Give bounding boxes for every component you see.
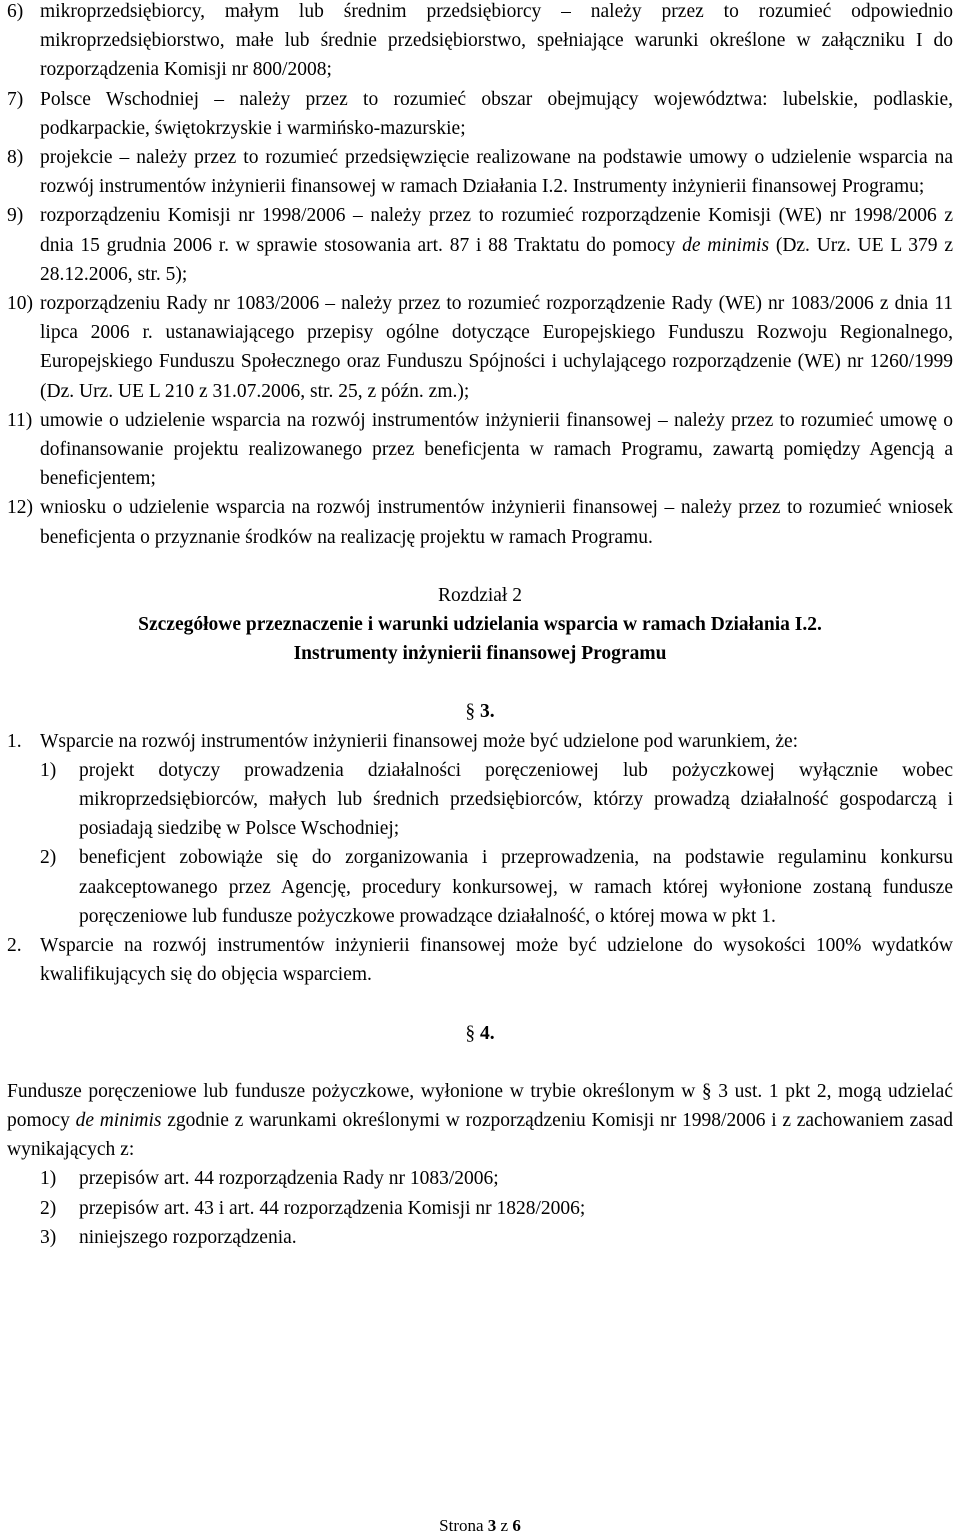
italic-term: de minimis	[75, 1109, 162, 1131]
definition-text: wniosku o udzielenie wsparcia na rozwój instrumentów inżynierii finansowej – należy przez to rozumieć wniosek beneficjenta o przyznanie środków na realizację projektu w ramach Programu.	[40, 497, 953, 548]
subitem	[40, 756, 953, 844]
italic-term: de minimis	[682, 234, 770, 256]
subitem-number: 3)	[40, 1226, 57, 1248]
definition-text: rozporządzeniu Rady nr 1083/2006 – należy przez to rozumieć rozporządzenie Rady (WE) nr 1083/2006 z dnia 11 lipca 2006 r. ustanawiającego przepisy ogólne dotyczące Europejskiego Funduszu Rozwoju Regionalnego, Europejskiego Funduszu Społecznego oraz Funduszu Spójności i uchylającego rozporządzenie (WE) nr 1260/1999 (Dz. Urz. UE L 210 z 31.07.2006, str. 25, z późn. zm.);	[40, 293, 953, 402]
subitem-text: przepisów art. 43 i art. 44 rozporządzenia Komisji nr 1828/2006;	[79, 1197, 586, 1219]
footer-prefix: Strona	[439, 1516, 484, 1535]
paragraph-item	[7, 931, 953, 989]
subitem-number: 1)	[40, 759, 57, 781]
section-sign: §	[465, 1022, 476, 1044]
chapter-title-line-1: Szczegółowe przeznaczenie i warunki udzielania wsparcia w ramach Działania I.2.	[138, 614, 822, 636]
section-sign: §	[465, 701, 476, 723]
subitem	[40, 843, 953, 931]
chapter-title-line-2: Instrumenty inżynierii finansowej Programu	[293, 643, 667, 665]
section-number: 3.	[480, 701, 495, 723]
definition-text	[40, 201, 953, 289]
definition-text: Polsce Wschodniej – należy przez to rozumieć obszar obejmujący województwa: lubelskie, podlaskie, podkarpackie, świętokrzyskie i warmińsko-mazurskie;	[40, 88, 953, 139]
intro-text-part: zgodnie z warunkami określonymi w rozporządzeniu Komisji nr 1998/2006 i z zachowaniem zasad wynikających z:	[7, 1109, 953, 1161]
subitem-number: 1)	[40, 1168, 57, 1190]
footer-total-pages: 6	[512, 1516, 521, 1535]
section-heading-4	[7, 1019, 953, 1048]
paragraph-text: Wsparcie na rozwój instrumentów inżynierii finansowej może być udzielone do wysokości 100% wydatków kwalifikujących się do objęcia wsparciem.	[40, 935, 953, 986]
definition-number: 11)	[7, 409, 33, 431]
footer-of: z	[500, 1516, 509, 1535]
definition-number: 8)	[7, 147, 24, 169]
subitem-text: beneficjent zobowiąże się do zorganizowania i przeprowadzenia, na podstawie regulaminu konkursu zaakceptowanego przez Agencję, procedury konkursowej, w ramach której wyłonione zostaną fundusze poręczeniowe lub fundusze pożyczkowe prowadzące działalność, o której mowa w pkt 1.	[79, 847, 953, 927]
subitem	[40, 1194, 953, 1223]
subitem	[40, 1223, 953, 1252]
document-page	[7, 0, 953, 1252]
chapter-label: Rozdział 2	[438, 584, 522, 606]
definition-number: 7)	[7, 88, 24, 110]
definition-text: mikroprzedsiębiorcy, małym lub średnim przedsiębiorcy – należy przez to rozumieć odpowiednio mikroprzedsiębiorstwo, małe lub średnie przedsiębiorstwo, spełniające warunki określone w załączniku I do rozporządzenia Komisji nr 800/2008;	[40, 1, 953, 81]
subitem-text: przepisów art. 44 rozporządzenia Rady nr 1083/2006;	[79, 1168, 499, 1190]
definition-item	[7, 201, 953, 289]
intro-text-part: Fundusze poręczeniowe lub fundusze pożyczkowe, wyłonione w trybie określonym w § 3 ust. 1 pkt 2, mogą udzielać pomocy	[7, 1080, 953, 1131]
definition-item	[7, 0, 953, 85]
subitem-number: 2)	[40, 847, 57, 869]
subitem-text: projekt dotyczy prowadzenia działalności poręczeniowej lub pożyczkowej wyłącznie wobec mikroprzedsiębiorców, małych lub średnich przedsiębiorców, którzy prowadzą działalność gospodarczą i posiadają siedzibę w Polsce Wschodniej;	[79, 759, 953, 840]
definition-item	[7, 143, 953, 201]
definition-item	[7, 289, 953, 406]
definition-text: umowie o udzielenie wsparcia na rozwój instrumentów inżynierii finansowej – należy przez to rozumieć umowę o dofinansowanie projektu realizowanego przez beneficjenta w ramach Programu, zawartą pomiędzy Agencją a beneficjentem;	[40, 409, 953, 490]
subitem-number: 2)	[40, 1197, 57, 1219]
definition-text-part: (Dz. Urz. UE L 379 z 28.12.2006, str. 5);	[40, 234, 953, 285]
subitem-text: niniejszego rozporządzenia.	[79, 1226, 297, 1248]
definition-number: 9)	[7, 205, 24, 227]
section-heading-3	[7, 697, 953, 726]
definition-number: 10)	[7, 293, 33, 315]
definition-item	[7, 406, 953, 494]
section-number: 4.	[480, 1022, 495, 1044]
definition-number: 6)	[7, 1, 24, 22]
definition-number: 12)	[7, 497, 33, 519]
paragraph-number: 1.	[7, 730, 22, 752]
paragraph-number: 2.	[7, 935, 22, 957]
paragraph-text: Wsparcie na rozwój instrumentów inżynierii finansowej może być udzielone pod warunkiem, że:	[40, 730, 799, 752]
footer-page-number: 3	[487, 1516, 497, 1535]
subitem	[40, 1164, 953, 1193]
definition-item	[7, 85, 953, 143]
definition-item	[7, 493, 953, 551]
definition-text-part: rozporządzeniu Komisji nr 1998/2006 – należy przez to rozumieć rozporządzenie Komisji (WE) nr 1998/2006 z dnia 15 grudnia 2006 r. w sprawie stosowania art. 87 i 88 Traktatu do pomocy	[40, 205, 953, 256]
paragraph-item	[7, 727, 953, 756]
definition-text: projekcie – należy przez to rozumieć przedsięwzięcie realizowane na podstawie umowy o udzielenie wsparcia na rozwój instrumentów inżynierii finansowej w ramach Działania I.2. Instrumenty inżynierii finansowej Programu;	[40, 147, 953, 198]
section-4-intro	[7, 1077, 953, 1165]
page-footer	[0, 1516, 960, 1536]
